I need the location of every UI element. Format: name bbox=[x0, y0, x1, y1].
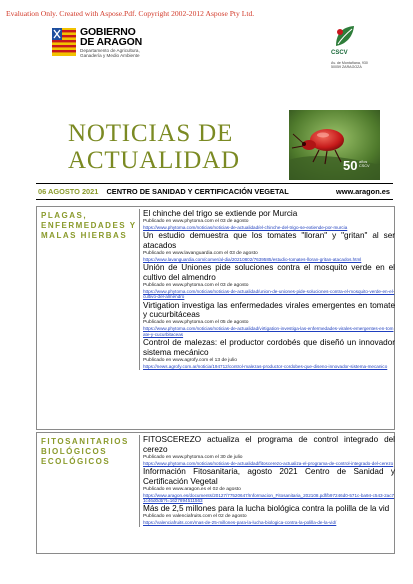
section-category bbox=[41, 211, 137, 241]
news-title: Más de 2,5 millones para la lucha biológica contra la polilla de la vid bbox=[143, 504, 390, 514]
news-title: El chinche del trigo se extiende por Murcia bbox=[143, 209, 298, 218]
issue-date: 06 AGOSTO 2021 bbox=[38, 187, 99, 196]
news-item bbox=[143, 301, 395, 337]
header-bar bbox=[36, 183, 393, 200]
news-published: Publicado en www.phytoma.com el 03 de agosto bbox=[143, 282, 249, 288]
news-link[interactable]: https://www.phytoma.com/noticias/noticias-de-actualidad/el-chinche-del-trigo-se-extiende-por-murcia bbox=[143, 224, 348, 230]
news-published: Publicado en www.aragon.es el 02 de agosto bbox=[143, 486, 241, 492]
news-link[interactable]: https://www.phytoma.com/noticias/noticias-de-actualidad/virtigation-investiga-las-enfermedades-virales-emergentes-en-tomate-y-cucurbitaceas bbox=[143, 326, 394, 337]
news-link[interactable]: https://valenciafruits.com/mas-de-25-millones-para-la-lucha-biologica-contra-la-polilla-de-la-vid/ bbox=[143, 520, 337, 526]
news-item bbox=[143, 435, 395, 466]
news-item bbox=[143, 467, 395, 503]
anniversary-badge-caption bbox=[359, 160, 370, 168]
gobierno-dept-line1: Departamento de Agricultura, bbox=[80, 48, 140, 53]
cscv-emblem-icon bbox=[332, 24, 358, 50]
news-title: Información Fitosanitaria, agosto 2021 Centro de Sanidad y Certificación Vegetal bbox=[143, 467, 395, 486]
news-title: Unión de Uniones pide soluciones contra el mosquito verde en el cultivo del almendro bbox=[143, 263, 395, 282]
news-item bbox=[143, 231, 395, 262]
aragon-flag-icon bbox=[52, 28, 76, 56]
news-link[interactable]: https://www.aragon.es/documents/20127/77520647/Informacion_Fitosanitaria_202108.pdf/b97246d0-571c-ba94-c543-2ac71c46d0db?t=1627894511563 bbox=[143, 492, 395, 503]
news-link[interactable]: https://news.agrofy.com.ar/noticia/194712/control-malezas-productor-cordobes-que-diseno-innovador-sistema-mecanico bbox=[143, 363, 388, 369]
website-link[interactable]: www.aragon.es bbox=[336, 187, 390, 196]
gobierno-name-line2: DE ARAGON bbox=[80, 36, 142, 48]
gobierno-department bbox=[80, 48, 140, 59]
news-link[interactable]: https://www.lavanguardia.com/comer/al-dia/20210802/7639585/estudio-tomates-lloran-gritan-atacados.html bbox=[143, 256, 362, 262]
insect-photo bbox=[289, 110, 380, 180]
badge-caption-line2: CSCV bbox=[359, 164, 370, 168]
center-name: CENTRO DE SANIDAD Y CERTIFICACIÓN VEGETAL bbox=[106, 187, 289, 196]
news-link[interactable]: https://www.phytoma.com/noticias/noticias-de-actualidad/union-de-uniones-pide-soluciones-contra-el-mosquito-verde-en-el-cultivo-del-almendro bbox=[143, 288, 395, 300]
news-item bbox=[143, 209, 395, 230]
news-item bbox=[143, 338, 395, 369]
page-title-line1: NOTICIAS DE bbox=[68, 120, 234, 147]
anniversary-badge: 50 bbox=[343, 158, 358, 173]
news-title: FITOSCEREZO actualiza el programa de control integrado del cerezo bbox=[143, 435, 395, 454]
news-list bbox=[139, 209, 395, 370]
badge-caption-line1: años bbox=[359, 160, 368, 164]
news-published: Publicado en valenciafruits.com el 02 de agosto bbox=[143, 514, 247, 520]
news-title: Un estudio demuestra que los tomates "lloran" y "gritan" al ser atacados bbox=[143, 231, 395, 250]
section-category bbox=[41, 437, 137, 467]
news-item bbox=[143, 263, 395, 299]
news-published: Publicado en www.lavanguardia.com el 03 de agosto bbox=[143, 250, 258, 256]
news-title: Virtigation investiga las enfermedades virales emergentes en tomate y cucurbitáceas bbox=[143, 300, 395, 320]
category-line: ENFERMEDADES Y bbox=[41, 221, 137, 230]
category-line: ECOLÓGICOS bbox=[41, 457, 111, 466]
cscv-label: CSCV bbox=[331, 50, 348, 56]
news-published: Publicado en www.phytoma.com el 03 de agosto bbox=[143, 218, 249, 224]
news-published: Publicado en www.phytoma.com el 30 de julio bbox=[143, 454, 243, 460]
news-link[interactable]: https://www.phytoma.com/noticias/noticias-de-actualidad/fitoscerezo-actualiza-el-programa-de-control-integrado-del-cerezo bbox=[143, 460, 394, 466]
category-line: BIOLÓGICOS bbox=[41, 447, 108, 456]
page-title bbox=[68, 120, 240, 174]
section-fitosanitarios bbox=[36, 432, 395, 554]
news-item bbox=[143, 504, 395, 525]
cscv-address-line1: Av. de Montañana, 930 bbox=[331, 61, 368, 65]
news-title: Control de malezas: el productor cordobés que diseñó un innovador sistema mecánico bbox=[143, 338, 395, 357]
gobierno-aragon-logo bbox=[52, 24, 162, 68]
gobierno-name-line1: GOBIERNO bbox=[80, 26, 136, 38]
gobierno-name bbox=[80, 27, 142, 47]
category-line: PLAGAS, bbox=[41, 211, 88, 220]
category-line: MALAS HIERBAS bbox=[41, 231, 128, 240]
cscv-address bbox=[331, 61, 391, 70]
news-published: Publicado en www.phytoma.com el 05 de agosto bbox=[143, 320, 249, 326]
section-plagas bbox=[36, 206, 395, 430]
page-title-line2: ACTUALIDAD bbox=[68, 147, 240, 174]
gobierno-dept-line2: Ganadería y Medio Ambiente bbox=[80, 53, 140, 59]
cscv-address-line2: 50059 ZARAGOZA bbox=[331, 65, 362, 70]
cscv-logo bbox=[327, 24, 387, 72]
category-line: FITOSANITARIOS bbox=[41, 437, 129, 446]
news-list bbox=[139, 435, 395, 527]
evaluation-watermark: Evaluation Only. Created with Aspose.Pdf. Copyright 2002-2012 Aspose Pty Ltd. bbox=[6, 9, 255, 18]
news-published: Publicado en www.agrofy.com el 13 de julio bbox=[143, 357, 237, 363]
